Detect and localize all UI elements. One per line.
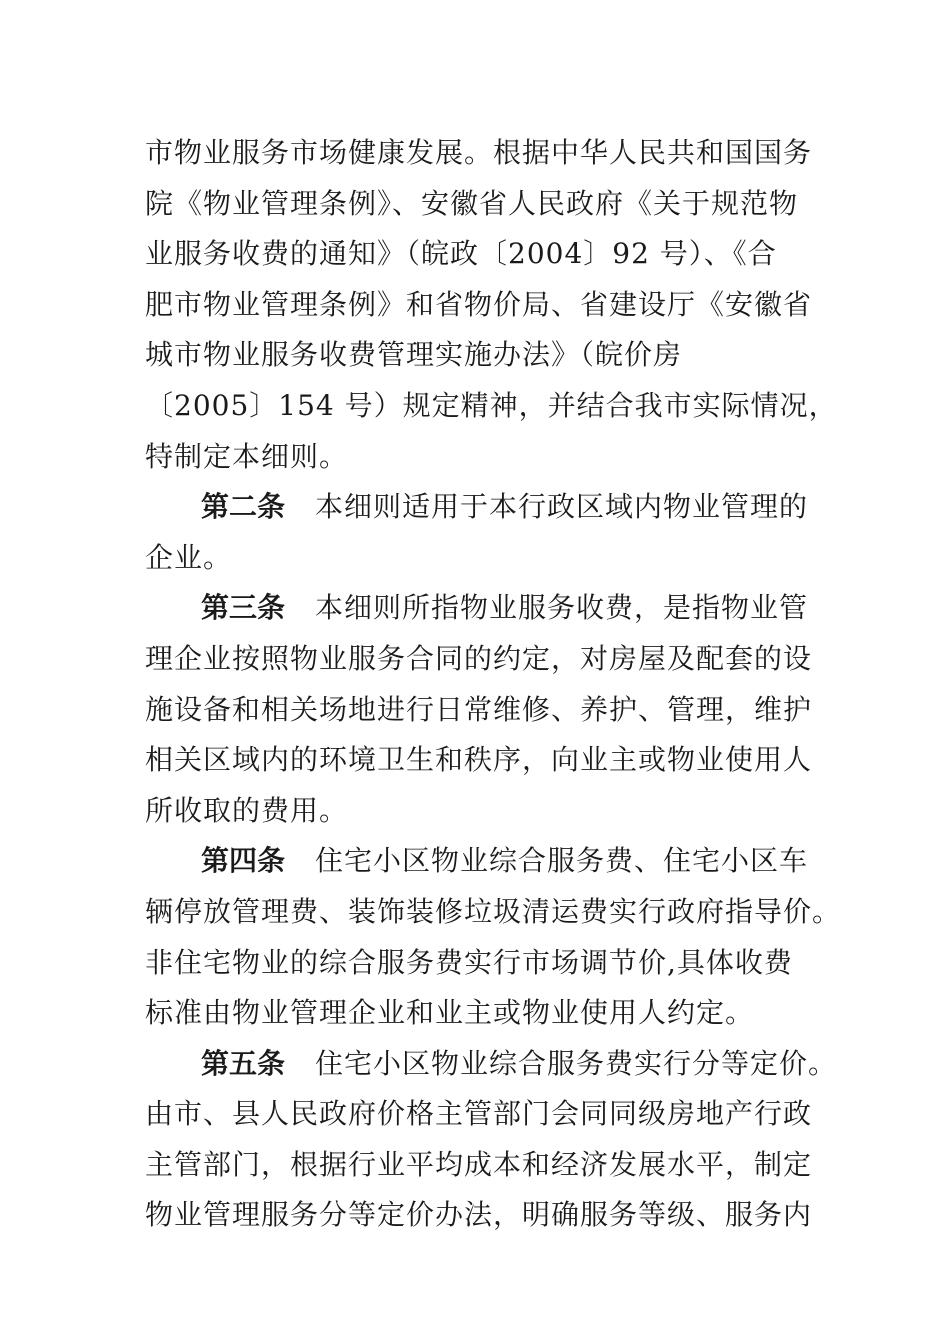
preamble-line-3: 业服务收费的通知》（皖政〔2004〕92 号）、《合 [145,237,777,271]
article-3-first-line: 本细则所指物业服务收费，是指物业管 [315,591,809,625]
article-4-first-line: 住宅小区物业综合服务费、住宅小区车 [315,844,809,878]
preamble-line-5: 城市物业服务收费管理实施办法》（皖价房 [145,338,683,372]
article-3-heading-line [145,583,810,634]
article-5-heading-line [145,1039,838,1090]
article-3-line: 理企业按照物业服务合同的约定，对房屋及配套的设 [145,641,813,675]
article-3-line: 相关区域内的环境卫生和秩序，向业主或物业使用人 [145,743,813,777]
article-5-line: 物业管理服务分等定价办法，明确服务等级、服务内 [145,1198,813,1232]
article-4-line: 标准由物业管理企业和业主或物业使用人约定。 [145,996,755,1030]
article-4-line: 辆停放管理费、装饰装修垃圾清运费实行政府指导价。 [145,894,842,928]
article-5-label: 第五条 [201,1046,286,1080]
article-2-first-line: 本细则适用于本行政区域内物业管理的 [315,490,809,524]
article-2-line: 企业。 [145,540,233,574]
article-4-heading-line [145,836,810,887]
preamble-line-6: 〔2005〕154 号）规定精神，并结合我市实际情况， [145,388,838,422]
article-5-line: 由市、县人民政府价格主管部门会同同级房地产行政 [145,1097,813,1131]
article-3-line: 施设备和相关场地进行日常维修、养护、管理，维护 [145,692,813,726]
article-2-heading-line [145,482,810,533]
article-3-line: 所收取的费用。 [145,793,349,827]
preamble-line-7: 特制定本细则。 [145,439,349,473]
article-3-label: 第三条 [201,591,286,625]
preamble-line-2: 院《物业管理条例》、安徽省人民政府《关于规范物 [145,186,799,220]
preamble-line-4: 肥市物业管理条例》和省物价局、省建设厅《安徽省 [145,287,813,321]
article-4-label: 第四条 [201,844,286,878]
article-5-first-line: 住宅小区物业综合服务费实行分等定价。 [315,1046,838,1080]
body-text [145,128,842,1241]
article-2-label: 第二条 [201,490,286,524]
article-5-line: 主管部门，根据行业平均成本和经济发展水平，制定 [145,1147,813,1181]
preamble-line-1: 市物业服务市场健康发展。根据中华人民共和国国务 [145,136,813,169]
article-4-line: 非住宅物业的综合服务费实行市场调节价,具体收费 [145,945,793,979]
